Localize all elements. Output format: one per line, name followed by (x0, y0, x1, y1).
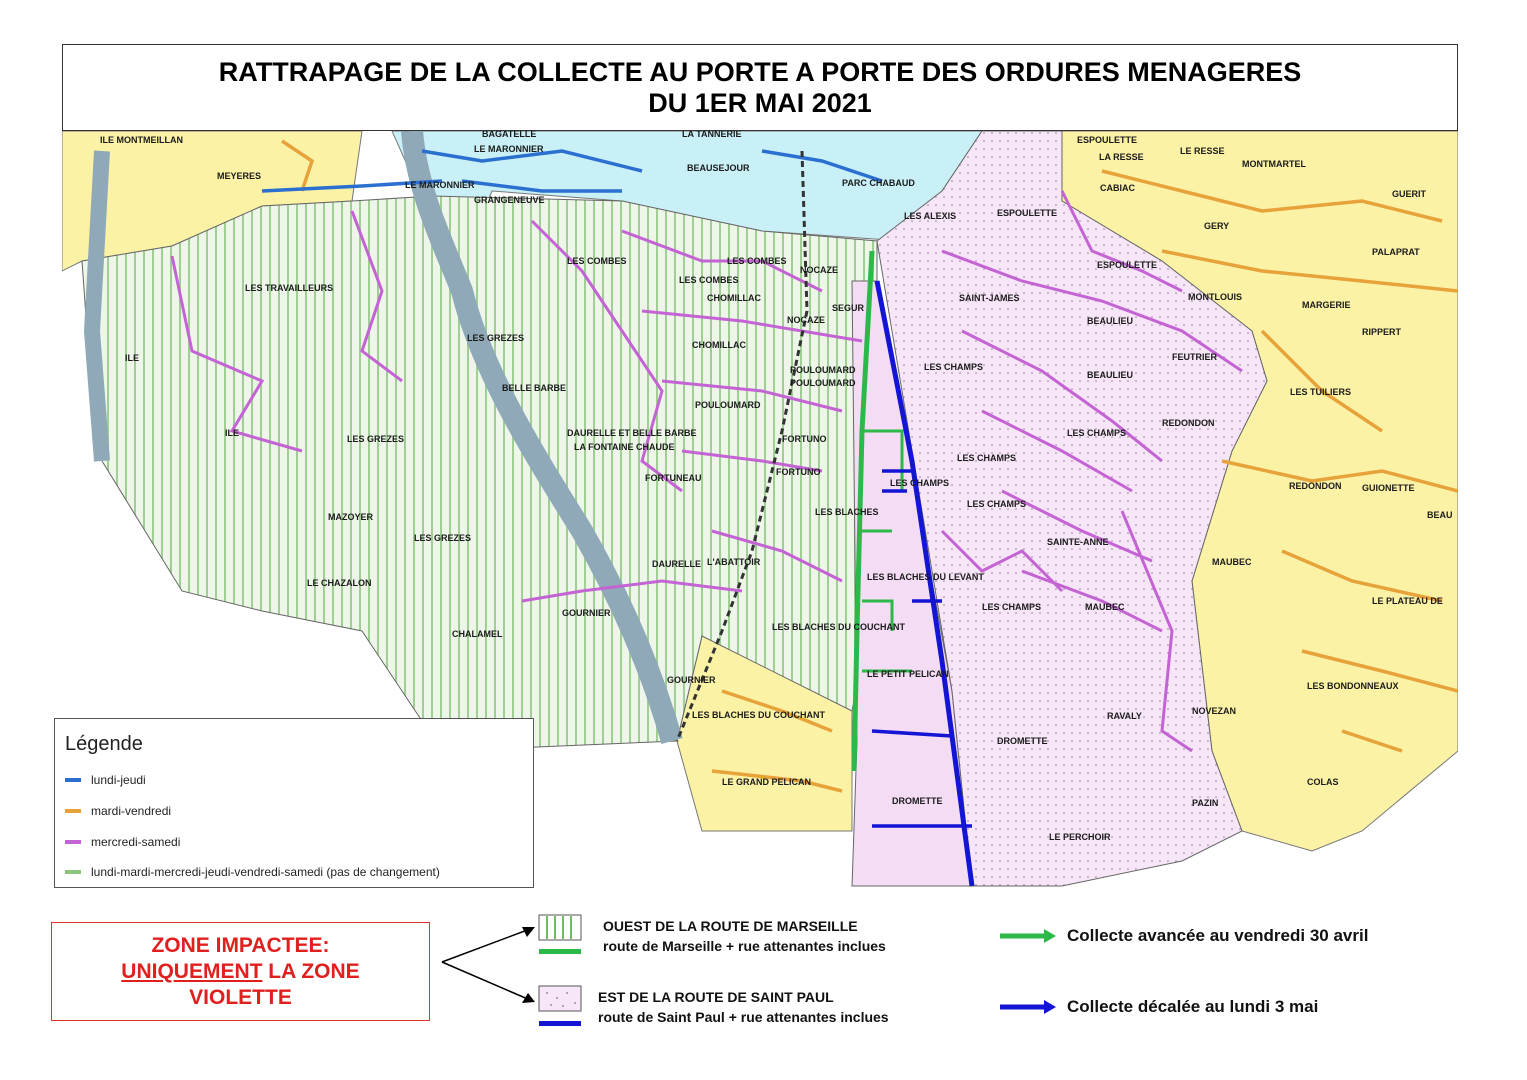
east-zone-title: EST DE LA ROUTE DE SAINT PAUL (598, 989, 834, 1005)
title-line-1: RATTRAPAGE DE LA COLLECTE AU PORTE A PORTE DES ORDURES MENAGERES (218, 56, 1302, 87)
label-fortuno-2: FORTUNO (776, 467, 821, 477)
label-la-fontaine-chaude: LA FONTAINE CHAUDE (574, 442, 675, 452)
west-zone-sub: route de Marseille + rue attenantes inclues (603, 938, 886, 954)
label-le-maronnier-2: LE MARONNIER (405, 180, 475, 190)
status-arrows (1000, 928, 1058, 1018)
label-segur: SEGUR (832, 303, 865, 313)
label-dromette-2: DROMETTE (892, 796, 943, 806)
label-novezan: NOVEZAN (1192, 706, 1237, 716)
label-la-tannerie: LA TANNERIE (682, 131, 742, 139)
label-espoulette-3: ESPOULETTE (1097, 260, 1158, 270)
label-les-grezes-1: LES GREZES (467, 333, 525, 343)
label-beaulieu-2: BEAULIEU (1087, 370, 1134, 380)
label-chalamel: CHALAMEL (452, 629, 503, 639)
impact-line-3: VIOLETTE (189, 985, 292, 1009)
label-les-champs-2: LES CHAMPS (1067, 428, 1127, 438)
legend-item-tous-les-jours (65, 865, 440, 879)
label-daurelle: DAURELLE (652, 559, 701, 569)
label-les-champs-5: LES CHAMPS (967, 499, 1027, 509)
label-maubec-1: MAUBEC (1212, 557, 1252, 567)
label-ile-2: ILE (225, 428, 240, 438)
label-espoulette-1: ESPOULETTE (1077, 135, 1138, 145)
west-zone-swatch (539, 915, 581, 940)
label-le-maronnier-1: LE MARONNIER (474, 144, 544, 154)
legend-swatch-orange (65, 809, 81, 813)
label-pouloumard-2: POULOUMARD (790, 378, 856, 388)
label-gery: GERY (1204, 221, 1230, 231)
green-arrow-label: Collecte avancée au vendredi 30 avril (1067, 926, 1369, 945)
label-sainte-anne: SAINTE-ANNE (1047, 537, 1109, 547)
label-les-blaches-du-couchant-2: LES BLACHES DU COUCHANT (692, 710, 826, 720)
east-zone-swatch (539, 986, 581, 1011)
label-guionette: GUIONETTE (1362, 483, 1415, 493)
label-espoulette-2: ESPOULETTE (997, 208, 1058, 218)
legend-swatch-blue (65, 778, 81, 782)
label-beau: BEAU (1427, 510, 1453, 520)
label-fortuneau: FORTUNEAU (645, 473, 702, 483)
legend-item-mercredi-samedi (65, 835, 180, 849)
label-belle-barbe: BELLE BARBE (502, 383, 567, 393)
label-guerit: GUERIT (1392, 189, 1427, 199)
legend-swatch-purple (65, 840, 81, 844)
label-les-champs-1: LES CHAMPS (924, 362, 984, 372)
label-les-blaches-du-levant: LES BLACHES DU LEVANT (867, 572, 984, 582)
legend-label: lundi-jeudi (91, 773, 146, 787)
label-mazoyer: MAZOYER (328, 512, 373, 522)
impact-box (51, 922, 430, 1021)
label-chomillac-1: CHOMILLAC (707, 293, 761, 303)
label-redondon-2: REDONDON (1289, 481, 1342, 491)
label-pouloumard-1: POULOUMARD (790, 365, 856, 375)
label-les-champs-3: LES CHAMPS (957, 453, 1017, 463)
label-labattoir: L'ABATTOIR (707, 557, 761, 567)
label-la-resse: LA RESSE (1099, 152, 1144, 162)
label-chomillac-2: CHOMILLAC (692, 340, 746, 350)
legend-swatch-green (65, 870, 81, 874)
label-pazin: PAZIN (1192, 798, 1219, 808)
label-montmartel: MONTMARTEL (1242, 159, 1306, 169)
label-les-blaches: LES BLACHES (815, 507, 879, 517)
label-beaulieu-1: BEAULIEU (1087, 316, 1134, 326)
label-bagatelle: BAGATELLE (482, 131, 537, 139)
connector-arrows (430, 915, 540, 1010)
legend-label: mardi-vendredi (91, 804, 172, 818)
label-le-resse: LE RESSE (1180, 146, 1225, 156)
title-line-2: DU 1ER MAI 2021 (648, 87, 872, 118)
label-margerie: MARGERIE (1302, 300, 1351, 310)
label-les-bondonneaux: LES BONDONNEAUX (1307, 681, 1399, 691)
label-cabiac: CABIAC (1100, 183, 1135, 193)
label-beausejour: BEAUSEJOUR (687, 163, 750, 173)
label-ravaly: RAVALY (1107, 711, 1142, 721)
label-les-combes-1: LES COMBES (567, 256, 627, 266)
label-ile-montmeillan: ILE MONTMEILLAN (100, 135, 183, 145)
impact-underlined: UNIQUEMENT (121, 959, 263, 983)
label-les-combes-2: LES COMBES (727, 256, 787, 266)
label-saint-james: SAINT-JAMES (959, 293, 1020, 303)
impact-line-1: ZONE IMPACTEE: (151, 933, 330, 957)
river-west (92, 151, 102, 461)
label-gournier-1: GOURNIER (562, 608, 611, 618)
impact-rest: LA ZONE (262, 959, 360, 983)
east-zone-sub: route de Saint Paul + rue attenantes inclues (598, 1009, 889, 1025)
impact-line-2 (121, 959, 359, 985)
label-le-perchoir: LE PERCHOIR (1049, 832, 1111, 842)
label-les-champs-4: LES CHAMPS (890, 478, 950, 488)
label-meyeres: MEYERES (217, 171, 262, 181)
label-dromette-1: DROMETTE (997, 736, 1048, 746)
label-gournier-2: GOURNIER (667, 675, 716, 685)
label-les-champs-6: LES CHAMPS (982, 602, 1042, 612)
label-palaprat: PALAPRAT (1372, 247, 1420, 257)
label-rippert: RIPPERT (1362, 327, 1402, 337)
label-les-blaches-du-couchant-1: LES BLACHES DU COUCHANT (772, 622, 906, 632)
blue-arrow-head (1044, 1000, 1056, 1014)
blue-arrow-label: Collecte décalée au lundi 3 mai (1067, 997, 1319, 1016)
label-les-grezes-2: LES GREZES (347, 434, 405, 444)
label-le-plateau: LE PLATEAU DE (1372, 596, 1443, 606)
label-parc-chabaud: PARC CHABAUD (842, 178, 915, 188)
label-maubec-2: MAUBEC (1085, 602, 1125, 612)
legend-label: mercredi-samedi (91, 835, 181, 849)
label-le-grand-pelican: LE GRAND PELICAN (722, 777, 812, 787)
label-les-combes-3: LES COMBES (679, 275, 739, 285)
label-colas: COLAS (1307, 777, 1339, 787)
label-nocaze-2: NOCAZE (787, 315, 825, 325)
green-arrow-head (1044, 929, 1056, 943)
legend-title: Légende (65, 733, 143, 755)
label-les-alexis: LES ALEXIS (904, 211, 957, 221)
label-le-petit-pelican: LE PETIT PELICAN (867, 669, 949, 679)
label-redondon-1: REDONDON (1162, 418, 1215, 428)
label-les-grezes-3: LES GREZES (414, 533, 472, 543)
label-pouloumard-3: POULOUMARD (695, 400, 761, 410)
label-les-travailleurs: LES TRAVAILLEURS (245, 283, 334, 293)
east-road-swatch (539, 1021, 581, 1026)
west-zone-title: OUEST DE LA ROUTE DE MARSEILLE (603, 918, 858, 934)
label-le-chazalon: LE CHAZALON (307, 578, 372, 588)
label-fortuno-1: FORTUNO (782, 434, 827, 444)
label-grangeneuve: GRANGENEUVE (474, 195, 545, 205)
label-les-tuiliers: LES TUILIERS (1290, 387, 1352, 397)
label-ile-1: ILE (125, 353, 140, 363)
label-nocaze-1: NOCAZE (800, 265, 838, 275)
map-title-box (62, 44, 1458, 131)
west-road-swatch (539, 949, 581, 954)
zone-symbols (537, 913, 587, 1031)
label-daurelle-belle-barbe: DAURELLE ET BELLE BARBE (567, 428, 697, 438)
legend-box (54, 718, 534, 888)
legend-item-lundi-jeudi (65, 773, 146, 787)
legend-item-mardi-vendredi (65, 804, 171, 818)
label-montlouis: MONTLOUIS (1188, 292, 1242, 302)
legend-label: lundi-mardi-mercredi-jeudi-vendredi-samedi (pas de changement) (91, 865, 440, 879)
label-feutrier: FEUTRIER (1172, 352, 1217, 362)
